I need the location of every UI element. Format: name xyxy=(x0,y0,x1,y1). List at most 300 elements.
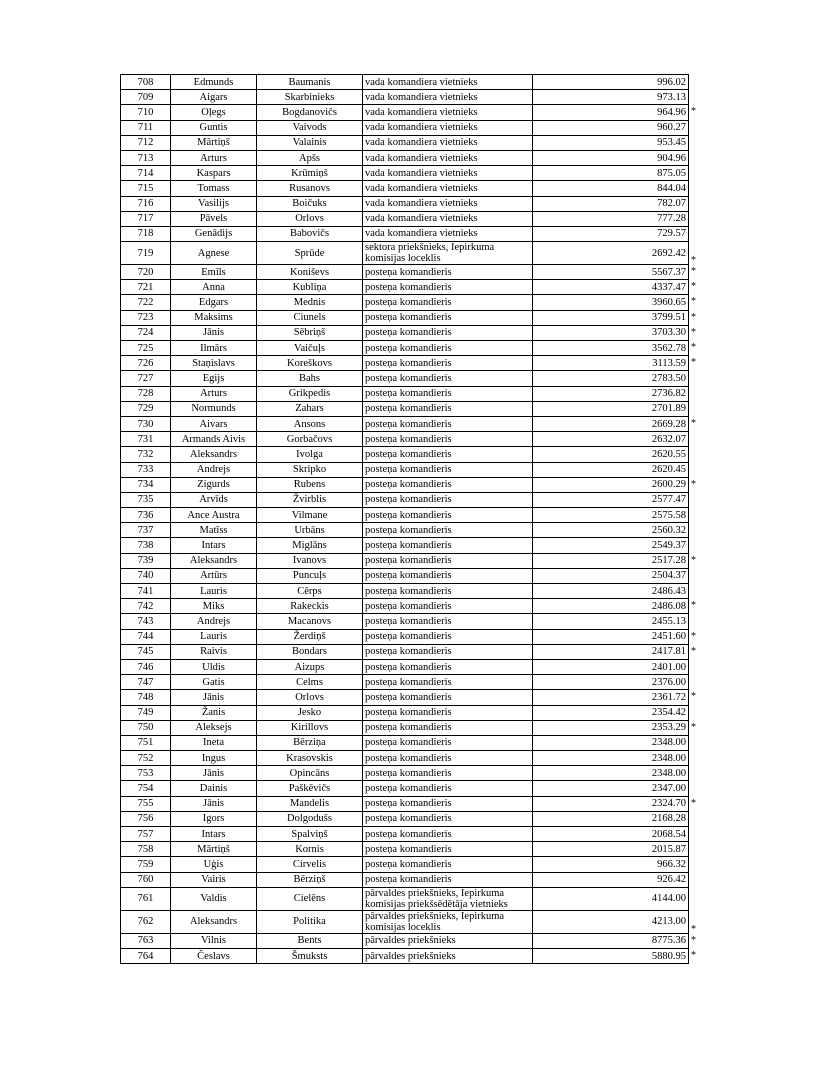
table-row xyxy=(121,675,689,690)
last-name-cell: Zahars xyxy=(257,401,363,416)
first-name-cell: Raivis xyxy=(171,644,257,659)
row-number: 730 xyxy=(121,416,171,431)
amount-value: 2692.42 xyxy=(651,247,686,259)
first-name-cell: Armands Aivis xyxy=(171,432,257,447)
amount-cell xyxy=(533,432,689,447)
salary-table xyxy=(120,74,696,964)
last-name-cell: Macanovs xyxy=(257,614,363,629)
first-name-cell: Genādijs xyxy=(171,226,257,241)
asterisk-mark: * xyxy=(691,342,696,353)
amount-value: 926.42 xyxy=(657,874,686,886)
row-number: 742 xyxy=(121,599,171,614)
amount-cell xyxy=(533,477,696,492)
amount-value: 966.32 xyxy=(657,858,686,870)
first-name-cell: Artūrs xyxy=(171,568,257,583)
row-number: 762 xyxy=(121,910,171,933)
position-cell: posteņa komandieris xyxy=(363,599,533,614)
asterisk-mark: * xyxy=(691,645,696,657)
position-cell: posteņa komandieris xyxy=(363,811,533,826)
amount-cell xyxy=(533,120,689,135)
amount-cell xyxy=(533,910,696,935)
asterisk-mark: * xyxy=(691,106,696,118)
last-name-cell: Cērps xyxy=(257,584,363,599)
position-cell: vada komandiera vietnieks xyxy=(363,166,533,181)
row-number: 709 xyxy=(121,90,171,105)
last-name-cell: Spalviņš xyxy=(257,827,363,842)
row-number: 722 xyxy=(121,295,171,310)
table-row xyxy=(121,705,689,720)
last-name-cell: Žerdiņš xyxy=(257,629,363,644)
position-cell: pārvaldes priekšnieks, Iepirkuma komisijas priekšsēdētāja vietnieks xyxy=(363,887,533,910)
first-name-cell: Miks xyxy=(171,599,257,614)
last-name-cell: Vaivods xyxy=(257,120,363,135)
position-cell: posteņa komandieris xyxy=(363,265,533,280)
table-row xyxy=(121,811,689,826)
amount-value: 953.45 xyxy=(657,137,686,149)
row-number: 720 xyxy=(121,265,171,280)
last-name-cell: Urbāns xyxy=(257,523,363,538)
last-name-cell: Kornis xyxy=(257,842,363,857)
row-number: 756 xyxy=(121,811,171,826)
row-number: 758 xyxy=(121,842,171,857)
table-row xyxy=(121,386,689,401)
amount-cell xyxy=(533,310,696,325)
amount-cell xyxy=(533,280,696,295)
amount-value: 2451.60 xyxy=(651,631,686,643)
first-name-cell: Emīls xyxy=(171,265,257,280)
table-row xyxy=(121,842,689,857)
table-row xyxy=(121,371,689,386)
table-row xyxy=(121,120,689,135)
amount-value: 2417.81 xyxy=(651,646,686,658)
position-cell: vada komandiera vietnieks xyxy=(363,105,533,120)
amount-value: 2575.58 xyxy=(651,509,686,521)
table-row xyxy=(121,614,689,629)
last-name-cell: Krasovskis xyxy=(257,751,363,766)
amount-value: 2620.55 xyxy=(651,448,686,460)
row-number: 744 xyxy=(121,629,171,644)
amount-value: 875.05 xyxy=(657,167,686,179)
first-name-cell: Česlavs xyxy=(171,948,257,963)
amount-cell xyxy=(533,827,689,842)
amount-value: 2354.42 xyxy=(651,707,686,719)
table-row xyxy=(121,196,689,211)
amount-cell xyxy=(533,629,696,644)
position-cell: posteņa komandieris xyxy=(363,568,533,583)
table-row xyxy=(121,265,689,280)
last-name-cell: Opincāns xyxy=(257,766,363,781)
amount-value: 3799.51 xyxy=(651,312,686,324)
last-name-cell: Dolgodušs xyxy=(257,811,363,826)
amount-value: 2783.50 xyxy=(651,372,686,384)
table-row xyxy=(121,356,689,371)
asterisk-mark: * xyxy=(691,357,696,369)
first-name-cell: Arturs xyxy=(171,386,257,401)
table-row xyxy=(121,948,689,963)
last-name-cell: Mednis xyxy=(257,295,363,310)
amount-cell xyxy=(533,599,696,614)
position-cell: posteņa komandieris xyxy=(363,705,533,720)
amount-value: 844.04 xyxy=(657,182,686,194)
table-row xyxy=(121,325,689,340)
amount-cell xyxy=(533,766,689,781)
position-cell: vada komandiera vietnieks xyxy=(363,181,533,196)
row-number: 717 xyxy=(121,211,171,226)
position-cell: posteņa komandieris xyxy=(363,872,533,887)
row-number: 753 xyxy=(121,766,171,781)
last-name-cell: Žvirblis xyxy=(257,492,363,507)
row-number: 747 xyxy=(121,675,171,690)
first-name-cell: Kaspars xyxy=(171,166,257,181)
first-name-cell: Aleksandrs xyxy=(171,553,257,568)
table-row xyxy=(121,447,689,462)
amount-cell xyxy=(533,872,689,887)
asterisk-mark: * xyxy=(691,255,696,267)
amount-cell xyxy=(533,568,689,583)
last-name-cell: Cirvelis xyxy=(257,857,363,872)
amount-cell xyxy=(533,196,689,211)
first-name-cell: Anna xyxy=(171,280,257,295)
amount-value: 2632.07 xyxy=(651,433,686,445)
table-row xyxy=(121,181,689,196)
position-cell: posteņa komandieris xyxy=(363,371,533,386)
first-name-cell: Edgars xyxy=(171,295,257,310)
amount-value: 904.96 xyxy=(657,152,686,164)
asterisk-mark: * xyxy=(691,326,696,338)
position-cell: posteņa komandieris xyxy=(363,584,533,599)
table-row xyxy=(121,751,689,766)
first-name-cell: Vasilijs xyxy=(171,196,257,211)
position-cell: pārvaldes priekšnieks xyxy=(363,948,533,963)
row-number: 725 xyxy=(121,341,171,356)
last-name-cell: Rakeckis xyxy=(257,599,363,614)
last-name-cell: Boičuks xyxy=(257,196,363,211)
amount-value: 973.13 xyxy=(657,91,686,103)
first-name-cell: Aigars xyxy=(171,90,257,105)
row-number: 760 xyxy=(121,872,171,887)
amount-cell xyxy=(533,887,689,910)
table-row xyxy=(121,226,689,241)
last-name-cell: Bērziņš xyxy=(257,872,363,887)
row-number: 755 xyxy=(121,796,171,811)
amount-cell xyxy=(533,90,689,105)
position-cell: vada komandiera vietnieks xyxy=(363,90,533,105)
table-row xyxy=(121,105,689,120)
table-row xyxy=(121,166,689,181)
asterisk-mark: * xyxy=(691,949,696,961)
row-number: 713 xyxy=(121,150,171,165)
first-name-cell: Oļegs xyxy=(171,105,257,120)
position-cell: posteņa komandieris xyxy=(363,401,533,416)
table-row xyxy=(121,568,689,583)
table-row xyxy=(121,477,689,492)
asterisk-mark: * xyxy=(691,417,696,429)
last-name-cell: Krūmiņš xyxy=(257,166,363,181)
last-name-cell: Bents xyxy=(257,933,363,948)
last-name-cell: Koniševs xyxy=(257,265,363,280)
first-name-cell: Igors xyxy=(171,811,257,826)
table-row xyxy=(121,910,689,933)
table-row xyxy=(121,690,689,705)
last-name-cell: Gorbačovs xyxy=(257,432,363,447)
table-row xyxy=(121,135,689,150)
amount-value: 2577.47 xyxy=(651,494,686,506)
last-name-cell: Ciunels xyxy=(257,310,363,325)
position-cell: vada komandiera vietnieks xyxy=(363,75,533,90)
first-name-cell: Aleksandrs xyxy=(171,910,257,933)
amount-value: 5567.37 xyxy=(651,266,686,278)
table-row xyxy=(121,781,689,796)
last-name-cell: Kubliņa xyxy=(257,280,363,295)
row-number: 715 xyxy=(121,181,171,196)
amount-value: 5880.95 xyxy=(651,950,686,962)
row-number: 754 xyxy=(121,781,171,796)
table-row xyxy=(121,401,689,416)
amount-cell xyxy=(533,462,689,477)
amount-cell xyxy=(533,644,696,659)
amount-value: 3113.59 xyxy=(652,357,686,369)
first-name-cell: Jānis xyxy=(171,766,257,781)
asterisk-mark: * xyxy=(691,266,696,278)
asterisk-mark: * xyxy=(691,934,696,946)
position-cell: posteņa komandieris xyxy=(363,629,533,644)
amount-cell xyxy=(533,356,696,371)
position-cell: vada komandiera vietnieks xyxy=(363,211,533,226)
position-cell: vada komandiera vietnieks xyxy=(363,120,533,135)
position-cell: posteņa komandieris xyxy=(363,827,533,842)
last-name-cell: Šmuksts xyxy=(257,948,363,963)
position-cell: posteņa komandieris xyxy=(363,416,533,431)
amount-value: 2348.00 xyxy=(651,752,686,764)
amount-cell xyxy=(533,226,689,241)
row-number: 721 xyxy=(121,280,171,295)
row-number: 739 xyxy=(121,553,171,568)
last-name-cell: Bondars xyxy=(257,644,363,659)
amount-value: 2455.13 xyxy=(651,615,686,627)
row-number: 748 xyxy=(121,690,171,705)
amount-cell xyxy=(533,720,696,735)
row-number: 716 xyxy=(121,196,171,211)
position-cell: posteņa komandieris xyxy=(363,386,533,401)
amount-value: 2560.32 xyxy=(651,524,686,536)
last-name-cell: Vaičuļs xyxy=(257,341,363,356)
row-number: 729 xyxy=(121,401,171,416)
amount-value: 2348.00 xyxy=(651,767,686,779)
table-row xyxy=(121,644,689,659)
amount-value: 2701.89 xyxy=(651,403,686,415)
last-name-cell: Sēbriņš xyxy=(257,325,363,340)
position-cell: posteņa komandieris xyxy=(363,492,533,507)
first-name-cell: Aleksandrs xyxy=(171,447,257,462)
position-cell: posteņa komandieris xyxy=(363,538,533,553)
first-name-cell: Ingus xyxy=(171,751,257,766)
position-cell: posteņa komandieris xyxy=(363,325,533,340)
last-name-cell: Celms xyxy=(257,675,363,690)
position-cell: vada komandiera vietnieks xyxy=(363,135,533,150)
position-cell: vada komandiera vietnieks xyxy=(363,196,533,211)
first-name-cell: Matīss xyxy=(171,523,257,538)
row-number: 746 xyxy=(121,659,171,674)
amount-value: 964.96 xyxy=(657,106,686,118)
table-row xyxy=(121,735,689,750)
position-cell: posteņa komandieris xyxy=(363,310,533,325)
table-row xyxy=(121,211,689,226)
last-name-cell: Ansons xyxy=(257,416,363,431)
row-number: 752 xyxy=(121,751,171,766)
last-name-cell: Mandelis xyxy=(257,796,363,811)
last-name-cell: Puncuļs xyxy=(257,568,363,583)
position-cell: posteņa komandieris xyxy=(363,675,533,690)
amount-cell xyxy=(533,416,696,431)
amount-cell xyxy=(533,242,696,267)
table-row xyxy=(121,462,689,477)
row-number: 757 xyxy=(121,827,171,842)
position-cell: posteņa komandieris xyxy=(363,751,533,766)
first-name-cell: Intars xyxy=(171,538,257,553)
position-cell: posteņa komandieris xyxy=(363,659,533,674)
amount-value: 2620.45 xyxy=(651,464,686,476)
asterisk-mark: * xyxy=(691,296,696,308)
amount-cell xyxy=(533,401,689,416)
first-name-cell: Aivars xyxy=(171,416,257,431)
amount-value: 2486.08 xyxy=(651,600,686,612)
last-name-cell: Baumanis xyxy=(257,75,363,90)
table-row xyxy=(121,416,689,431)
table-row xyxy=(121,75,689,90)
first-name-cell: Mārtiņš xyxy=(171,135,257,150)
row-number: 751 xyxy=(121,735,171,750)
position-cell: posteņa komandieris xyxy=(363,720,533,735)
table-row xyxy=(121,508,689,523)
first-name-cell: Ineta xyxy=(171,735,257,750)
last-name-cell: Jesko xyxy=(257,705,363,720)
row-number: 736 xyxy=(121,508,171,523)
row-number: 714 xyxy=(121,166,171,181)
amount-value: 3703.30 xyxy=(651,327,686,339)
position-cell: posteņa komandieris xyxy=(363,295,533,310)
table-row xyxy=(121,796,689,811)
last-name-cell: Cielēns xyxy=(257,887,363,910)
amount-value: 2549.37 xyxy=(651,540,686,552)
row-number: 732 xyxy=(121,447,171,462)
position-cell: posteņa komandieris xyxy=(363,842,533,857)
table-row xyxy=(121,872,689,887)
amount-value: 4213.00 xyxy=(651,916,686,928)
position-cell: pārvaldes priekšnieks, Iepirkuma komisijas loceklis xyxy=(363,910,533,933)
amount-value: 729.57 xyxy=(657,228,686,240)
table-row xyxy=(121,523,689,538)
position-cell: pārvaldes priekšnieks xyxy=(363,933,533,948)
position-cell: posteņa komandieris xyxy=(363,477,533,492)
amount-value: 2401.00 xyxy=(651,661,686,673)
table-row xyxy=(121,553,689,568)
position-cell: posteņa komandieris xyxy=(363,766,533,781)
first-name-cell: Maksims xyxy=(171,310,257,325)
table-row xyxy=(121,242,689,265)
table-body xyxy=(121,75,696,964)
last-name-cell: Valainis xyxy=(257,135,363,150)
table-row xyxy=(121,629,689,644)
position-cell: posteņa komandieris xyxy=(363,614,533,629)
last-name-cell: Orlovs xyxy=(257,690,363,705)
asterisk-mark: * xyxy=(691,554,696,566)
first-name-cell: Valdis xyxy=(171,887,257,910)
amount-cell xyxy=(533,105,696,120)
first-name-cell: Ance Austra xyxy=(171,508,257,523)
table-row xyxy=(121,341,689,356)
first-name-cell: Aleksejs xyxy=(171,720,257,735)
table-row xyxy=(121,599,689,614)
first-name-cell: Guntis xyxy=(171,120,257,135)
amount-cell xyxy=(533,735,689,750)
last-name-cell: Bērziņa xyxy=(257,735,363,750)
first-name-cell: Intars xyxy=(171,827,257,842)
amount-value: 2600.29 xyxy=(651,479,686,491)
first-name-cell: Arturs xyxy=(171,150,257,165)
row-number: 723 xyxy=(121,310,171,325)
amount-cell xyxy=(533,781,689,796)
position-cell: posteņa komandieris xyxy=(363,690,533,705)
position-cell: posteņa komandieris xyxy=(363,508,533,523)
last-name-cell: Bahs xyxy=(257,371,363,386)
last-name-cell: Bogdanovičs xyxy=(257,105,363,120)
first-name-cell: Arvīds xyxy=(171,492,257,507)
row-number: 727 xyxy=(121,371,171,386)
amount-cell xyxy=(533,796,696,811)
amount-value: 2517.28 xyxy=(651,555,686,567)
table-row xyxy=(121,295,689,310)
table-row xyxy=(121,310,689,325)
row-number: 738 xyxy=(121,538,171,553)
amount-value: 3960.65 xyxy=(651,297,686,309)
amount-cell xyxy=(533,857,689,872)
position-cell: posteņa komandieris xyxy=(363,735,533,750)
position-cell: posteņa komandieris xyxy=(363,781,533,796)
amount-value: 3562.78 xyxy=(651,342,686,354)
amount-cell xyxy=(533,325,696,340)
first-name-cell: Jānis xyxy=(171,690,257,705)
table-row xyxy=(121,827,689,842)
asterisk-mark: * xyxy=(691,691,696,703)
amount-value: 2504.37 xyxy=(651,570,686,582)
position-cell: posteņa komandieris xyxy=(363,553,533,568)
amount-value: 996.02 xyxy=(657,76,686,88)
last-name-cell: Kirillovs xyxy=(257,720,363,735)
last-name-cell: Vilmane xyxy=(257,508,363,523)
row-number: 731 xyxy=(121,432,171,447)
table-row xyxy=(121,857,689,872)
table-row xyxy=(121,90,689,105)
amount-value: 960.27 xyxy=(657,122,686,134)
amount-cell xyxy=(533,811,689,826)
first-name-cell: Tomass xyxy=(171,181,257,196)
row-number: 764 xyxy=(121,948,171,963)
amount-cell xyxy=(533,150,689,165)
row-number: 750 xyxy=(121,720,171,735)
row-number: 733 xyxy=(121,462,171,477)
asterisk-mark: * xyxy=(691,478,696,490)
table-row xyxy=(121,887,689,910)
last-name-cell: Grikpedis xyxy=(257,386,363,401)
amount-value: 4337.47 xyxy=(651,281,686,293)
first-name-cell: Edmunds xyxy=(171,75,257,90)
amount-value: 2324.70 xyxy=(651,798,686,810)
position-cell: posteņa komandieris xyxy=(363,432,533,447)
row-number: 710 xyxy=(121,105,171,120)
first-name-cell: Žanis xyxy=(171,705,257,720)
amount-cell xyxy=(533,508,689,523)
amount-value: 2486.43 xyxy=(651,585,686,597)
